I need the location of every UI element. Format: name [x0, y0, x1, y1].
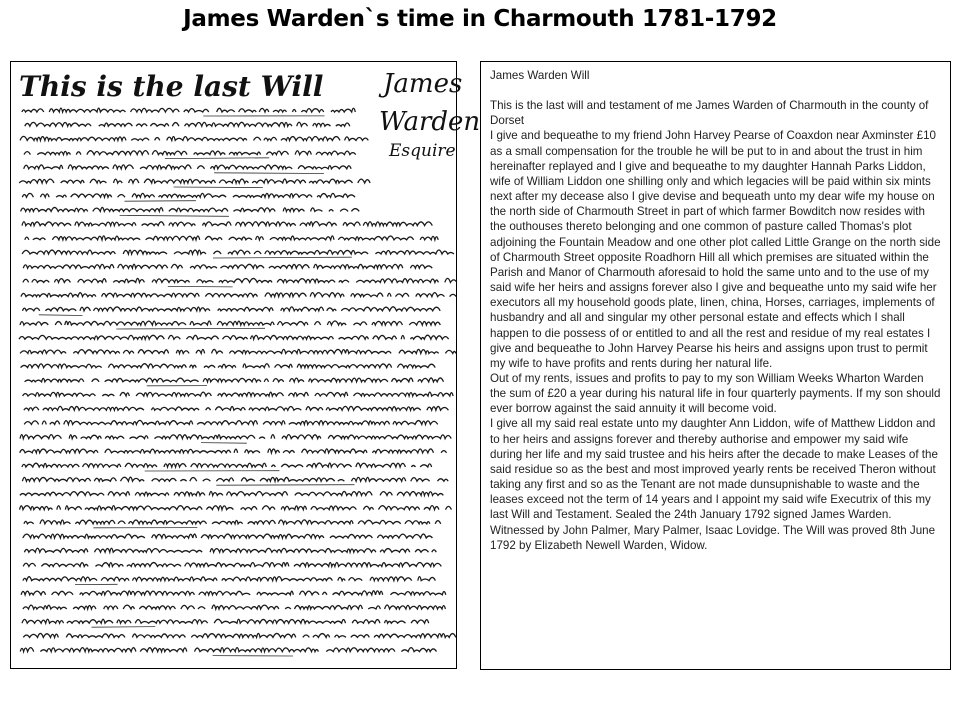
handwriting-line: [22, 477, 448, 481]
handwriting-line: [22, 463, 432, 467]
handwriting-line: [24, 548, 436, 552]
handwriting-flourish: [201, 443, 247, 444]
will-manuscript-scan: [10, 61, 481, 669]
handwriting-line: [23, 563, 441, 567]
handwriting-line: [21, 591, 446, 595]
handwriting-flourish: [120, 215, 229, 216]
transcription-paragraph-1: This is the last will and testament of me James Warden of Charmouth in the county of Dorset: [490, 99, 929, 128]
handwriting-line: [20, 491, 449, 495]
handwriting-line: [22, 193, 358, 197]
handwriting-line: [24, 165, 351, 169]
handwriting-line: [23, 278, 457, 282]
transcription-paragraph-3: Out of my rents, issues and profits to pay to my son William Weeks Wharton Warden the sum of £20 a year during his natural life in four quarterly payments. If my son should ever borrow against the said annuity it will become void.: [490, 371, 941, 416]
handwriting-line: [23, 633, 459, 637]
handwriting-line: [19, 335, 449, 339]
handwriting-line: [21, 207, 360, 211]
slide-title: James Warden`s time in Charmouth 1781-1792: [183, 6, 777, 32]
margin-name-line-2: Warden: [379, 107, 481, 137]
handwriting-flourish: [174, 187, 263, 188]
will-transcription-box: [480, 61, 951, 670]
handwriting-flourish: [39, 315, 83, 316]
manuscript-header-script: This is the last Will: [19, 70, 324, 103]
handwriting-line: [20, 349, 456, 353]
handwriting-line: [20, 449, 453, 453]
handwriting-line: [20, 435, 451, 439]
handwriting-line: [20, 648, 444, 652]
handwriting-flourish: [116, 328, 265, 329]
handwriting-line: [21, 293, 456, 297]
handwriting-flourish: [125, 201, 196, 202]
handwriting-line: [20, 321, 440, 325]
margin-name-line-1: James: [383, 69, 463, 99]
handwriting-line: [25, 236, 438, 240]
handwriting-line: [23, 264, 438, 268]
handwriting-line: [23, 392, 454, 396]
handwriting-line: [22, 250, 454, 254]
transcription-paragraph-4: I give all my said real estate unto my daughter Ann Liddon, wife of Matthew Liddon and to her heirs and assigns forever and thereby authorise and empower my said wife during her life and my said trustee and his heirs after the decade to make Leases of the said residue so as the best and most improved yearly rents be received Theron without taking any first and so as the Tenant are not made dunsupnishable to waste and the leases exceed not the term of 14 years and I appoint my said wife Executrix of this my last Will and Testament. Sealed the 24th January 1792 signed James Warden. Witnessed by John Palmer, Mary Palmer, Isaac Lovidge. The Will was proved 8th June 1792 by Elizabeth Newell Warden, Widow.: [490, 417, 938, 552]
handwriting-line: [20, 136, 368, 140]
handwriting-flourish: [213, 257, 352, 258]
handwriting-flourish: [92, 627, 156, 628]
handwriting-line: [20, 506, 456, 510]
margin-name-line-3: Esquire: [389, 141, 456, 161]
handwriting-flourish: [168, 286, 233, 287]
manuscript-image: [11, 62, 481, 670]
handwriting-flourish: [216, 485, 354, 486]
handwriting-line: [19, 179, 370, 183]
transcription-heading: James Warden Will: [490, 69, 590, 82]
handwriting-flourish: [165, 158, 269, 159]
handwriting-line: [23, 534, 433, 538]
handwriting-flourish: [214, 173, 324, 174]
handwriting-line: [22, 619, 429, 623]
handwriting-lines: [19, 108, 460, 656]
transcription-paragraph-2: I give and bequeathe to my friend John Harvey Pearse of Coaxdon near Axminster £10 as a small compensation for the trouble he will be put to in and about the trust in him hereinafter replayed and I give and bequeathe to my daughter Hannah Parks Liddon, wife of William Liddon one shilling only and which legacies will be paid within six mints next after my decease also I give devise and bequeath unto my dear wife my house on the north side of Charmouth Street in part of which farmer Bowditch now resides with the outhouses thereto belonging and one common of pasture called Thomas's plot adjoining the Fountain Meadow and one other plot called Little Grange on the north side of Charmouth Street opposite Roadhorn Hill all which premises are situated within the Parish and Manor of Charmouth aforesaid to hold the same unto and to the use of my said wife her heirs and assigns forever also I give and bequeathe unto my said wife her executors all my household goods plate, linen, china, Horses, carriages, implements of husbandry and all and singular my other personal estate and effects which I shall happen to die possess of or entitled to and all the rest and residue of my real estates I give and bequeathe to John Harvey Pearse his heirs and assigns upon trust to permit my wife to have profits and rents during her natural life.: [490, 129, 941, 370]
handwriting-line: [23, 307, 448, 311]
handwriting-line: [22, 222, 432, 226]
handwriting-line: [24, 520, 441, 524]
handwriting-line: [23, 577, 441, 581]
handwriting-line: [25, 122, 350, 126]
handwriting-line: [23, 605, 446, 609]
handwriting-line: [25, 378, 444, 382]
handwriting-line: [22, 108, 355, 112]
handwriting-line: [24, 406, 449, 410]
handwriting-line: [24, 151, 356, 155]
handwriting-line: [21, 364, 443, 368]
handwriting-line: [24, 420, 445, 424]
